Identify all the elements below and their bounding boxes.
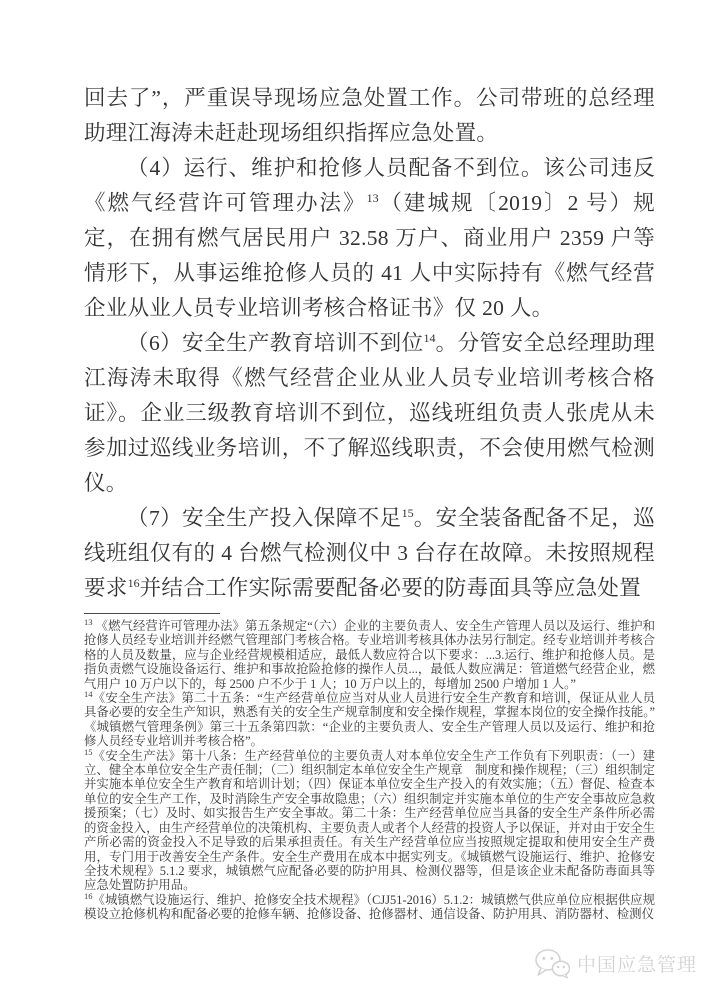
footnote-ref: 15 [401, 505, 414, 520]
footnote-ref: 16 [127, 575, 140, 590]
footnote-marker: 14 [84, 688, 93, 699]
footnotes-section [84, 616, 655, 922]
page-content [84, 81, 655, 922]
wechat-icon [534, 948, 570, 979]
footnote-marker: 15 [84, 746, 93, 757]
footnote-ref: 13 [366, 190, 379, 205]
body-paragraph: （4）运行、维护和抢修人员配备不到位。该公司违反《燃气经营许可管理办法》$^{13}$（建城规〔2019〕2 号）规定，在拥有燃气居民用户 32.58 万户、商业用户 2359 户等情形下，从事运维抢修人员的 41 人中实际持有《燃气经营企业从业人员专业培训考核合格证书》仅 20 人。 [84, 156, 655, 320]
watermark-label: 中国应急管理 [576, 955, 697, 976]
footnote-item: $^{14}$《安全生产法》第二十五条：“生产经营单位应当对从业人员进行安全生产教育和培训，保证从业人员具备必要的安全生产知识，熟悉有关的安全生产规章制度和安全操作规程，掌握本岗位的安全操作技能。”《城镇燃气管理条例》第三十五条第四款：“企业的主要负责人、安全生产管理人员以及运行、维护和抢修人员经专业培训并考核合格”。 [84, 688, 655, 749]
footnote-item: $^{13}$ 《燃气经营许可管理办法》第五条规定“（六）企业的主要负责人、安全生产管理人员以及运行、维护和抢修人员经专业培训并经燃气管理部门考核合格。专业培训考核具体办法另行制定。经专业培训并考核合格的人员及数量，应与企业经营规模相适应，最低人数应符合以下要求：...3.运行、维护和抢修人员。是指负责燃气设施设备运行、维护和事故抢险抢修的操作人员...，最低人数应满足：管道燃气经营企业，燃气用户 10 万户以下的，每 2500 户不少于 1 人；10 万户以上的，每增加 2500 户增加 1 人。” [84, 616, 655, 691]
body-paragraph: （7）安全生产投入保障不足$^{15}$。安全装备配备不足，巡线班组仅有的 4 台燃气检测仪中 3 台存在故障。未按照规程要求$^{16}$并结合工作实际需要配备必要的防毒面具等应急处置 [84, 505, 655, 600]
footnote-marker: 13 [84, 616, 93, 627]
footnote-ref: 14 [423, 330, 436, 345]
footnote-item: $^{16}$《城镇燃气设施运行、维护、抢修安全技术规程》（CJJ51-2016）5.1.2：城镇燃气供应单位应根据供应规模设立抢修机构和配备必要的抢修车辆、抢修设备、抢修器材、通信设备、防护用具、消防器材、检测仪 [84, 890, 655, 922]
footnote-item: $^{15}$《安全生产法》第十八条：生产经营单位的主要负责人对本单位安全生产工作负有下列职责：（一）建立、健全本单位安全生产责任制；（二）组织制定本单位安全生产规章 制度和操作规程；（三）组织制定并实施本单位安全生产教育和培训计划；（四）保证本单位安全生产投入的有效实施；（五）督促、检查本单位的安全生产工作，及时消除生产安全事故隐患；（六）组织制定并实施本单位的生产安全事故应急救援预案；（七）及时、如实报告生产安全事故。第二十条：生产经营单位应当具备的安全生产条件所必需的资金投入，由生产经营单位的决策机构、主要负责人或者个人经营的投资人予以保证，并对由于安全生产所必需的资金投入不足导致的后果承担责任。有关生产经营单位应当按照规定提取和使用安全生产费用，专门用于改善安全生产条件。安全生产费用在成本中据实列支。《城镇燃气设施运行、维护、抢修安全技术规程》5.1.2 要求，城镇燃气应配备必要的防护用具、检测仪器等，但是该企业未配备防毒面具等应急处置防护用品。 [84, 746, 655, 893]
footnote-separator [84, 613, 220, 614]
body-paragraph: （6）安全生产教育培训不到位$^{14}$。分管安全总经理助理江海涛未取得《燃气经营企业从业人员专业培训考核合格证》。企业三级教育培训不到位，巡线班组负责人张虎从未参加过巡线业务培训，不了解巡线职责，不会使用燃气检测仪。 [84, 330, 655, 495]
footnote-marker: 16 [84, 890, 93, 901]
document-body [84, 81, 655, 606]
body-paragraph: 回去了”，严重误导现场应急处置工作。公司带班的总经理助理江海涛未赶赴现场组织指挥应急处置。 [84, 86, 655, 145]
watermark [534, 948, 697, 979]
